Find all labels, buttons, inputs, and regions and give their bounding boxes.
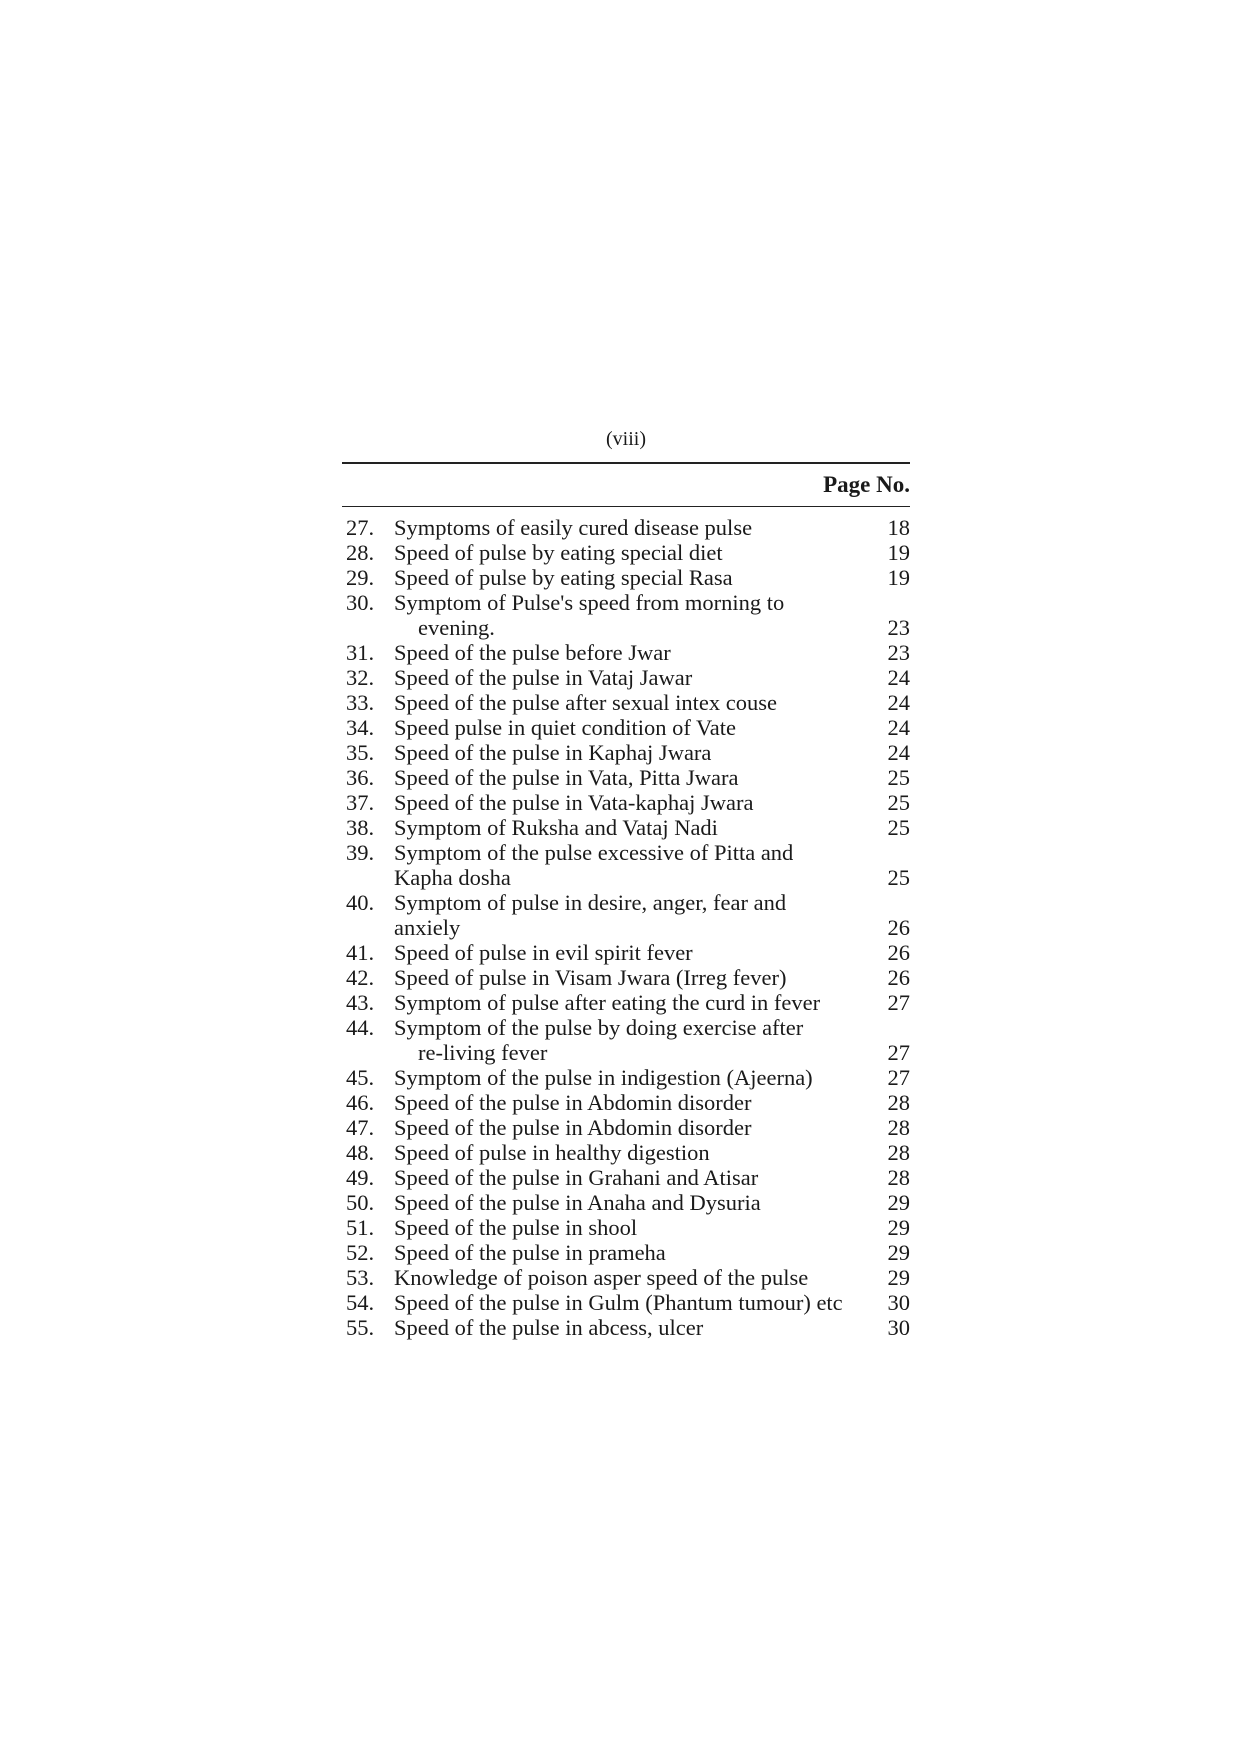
entry-page-number: 29 <box>887 1240 910 1265</box>
entry-number: 38. <box>346 815 375 840</box>
entry-title: Symptom of the pulse in indigestion (Ajeerna) <box>394 1065 813 1090</box>
entry-title: Speed of the pulse in Vata-kaphaj Jwara <box>394 790 754 815</box>
contents-entry <box>342 565 910 590</box>
entry-body <box>394 540 910 565</box>
entry-page-number: 29 <box>887 1190 910 1215</box>
entry-title: Knowledge of poison asper speed of the pulse <box>394 1265 809 1290</box>
entry-title: Speed of pulse in Visam Jwara (Irreg fever) <box>394 965 787 990</box>
entry-title: re-living fever <box>418 1040 548 1065</box>
entry-number: 45. <box>346 1065 375 1090</box>
entry-page-number: 28 <box>887 1165 910 1190</box>
entry-title: Symptom of Pulse's speed from morning to <box>394 590 785 615</box>
entry-line <box>394 690 910 715</box>
entry-line <box>394 1265 910 1290</box>
entry-line <box>394 790 910 815</box>
entry-page-number: 25 <box>887 765 910 790</box>
entry-page-number: 18 <box>887 515 910 540</box>
entry-number: 47. <box>346 1115 375 1140</box>
entry-page-number: 23 <box>887 615 910 640</box>
entry-number: 52. <box>346 1240 375 1265</box>
contents-entry <box>342 515 910 540</box>
entry-body <box>394 590 910 640</box>
entry-page-number: 28 <box>887 1090 910 1115</box>
entry-title: Symptoms of easily cured disease pulse <box>394 515 753 540</box>
entry-title: Symptom of pulse in desire, anger, fear and <box>394 890 787 915</box>
page-marker: (viii) <box>606 428 646 450</box>
entry-line <box>394 1190 910 1215</box>
entry-title: Speed of the pulse in Gulm (Phantum tumour) etc <box>394 1290 843 1315</box>
entry-line <box>394 865 910 890</box>
entry-title: Speed of pulse by eating special diet <box>394 540 723 565</box>
entry-number: 42. <box>346 965 375 990</box>
contents-entry <box>342 840 910 890</box>
contents-entry <box>342 1240 910 1265</box>
entry-body <box>394 990 910 1015</box>
entry-line <box>394 515 910 540</box>
entry-line <box>394 1090 910 1115</box>
entry-number: 31. <box>346 640 375 665</box>
entry-line <box>394 1240 910 1265</box>
entry-body <box>394 1215 910 1240</box>
entry-page-number: 27 <box>887 1065 910 1090</box>
entry-body <box>394 640 910 665</box>
entry-number: 35. <box>346 740 375 765</box>
entry-page-number: 24 <box>887 715 910 740</box>
entry-number: 41. <box>346 940 375 965</box>
contents-entry <box>342 715 910 740</box>
entry-page-number: 30 <box>887 1315 910 1340</box>
entry-number: 44. <box>346 1015 375 1040</box>
entry-page-number: 28 <box>887 1140 910 1165</box>
entry-number: 33. <box>346 690 375 715</box>
entry-body <box>394 565 910 590</box>
entry-body <box>394 1115 910 1140</box>
entry-number: 28. <box>346 540 375 565</box>
contents-entry <box>342 1065 910 1090</box>
entry-title: Speed pulse in quiet condition of Vate <box>394 715 737 740</box>
entry-line <box>394 1040 910 1065</box>
entry-title: Symptom of Ruksha and Vataj Nadi <box>394 815 718 840</box>
entry-page-number: 27 <box>887 990 910 1015</box>
page-no-header: Page No. <box>823 472 910 497</box>
entry-page-number: 26 <box>887 915 910 940</box>
entry-page-number: 19 <box>887 540 910 565</box>
entry-title: evening. <box>418 615 495 640</box>
entry-number: 53. <box>346 1265 375 1290</box>
entry-number: 49. <box>346 1165 375 1190</box>
entry-line <box>394 1165 910 1190</box>
entry-body <box>394 815 910 840</box>
entry-line <box>394 1065 910 1090</box>
entry-title: Speed of the pulse before Jwar <box>394 640 671 665</box>
entry-number: 39. <box>346 840 375 865</box>
contents-entry <box>342 1265 910 1290</box>
entry-number: 36. <box>346 765 375 790</box>
entry-line <box>394 540 910 565</box>
entry-page-number: 24 <box>887 690 910 715</box>
contents-entry <box>342 1315 910 1340</box>
entry-page-number: 27 <box>887 1040 910 1065</box>
contents-entry <box>342 690 910 715</box>
entry-title: Speed of the pulse in abcess, ulcer <box>394 1315 704 1340</box>
entry-title: Symptom of the pulse excessive of Pitta and <box>394 840 794 865</box>
entry-body <box>394 965 910 990</box>
entry-body <box>394 890 910 940</box>
entry-page-number: 24 <box>887 665 910 690</box>
entry-body <box>394 790 910 815</box>
contents-entry <box>342 665 910 690</box>
entry-title: Symptom of the pulse by doing exercise after <box>394 1015 804 1040</box>
entry-number: 34. <box>346 715 375 740</box>
entry-body <box>394 765 910 790</box>
entry-page-number: 26 <box>887 965 910 990</box>
entry-line <box>394 1140 910 1165</box>
entry-line <box>394 915 910 940</box>
entry-title: Kapha dosha <box>394 865 511 890</box>
entry-line <box>394 1115 910 1140</box>
entry-number: 51. <box>346 1215 375 1240</box>
entry-line <box>394 840 910 865</box>
entry-title: Speed of pulse in evil spirit fever <box>394 940 693 965</box>
entry-body <box>394 665 910 690</box>
entry-title: Speed of the pulse in Vata, Pitta Jwara <box>394 765 739 790</box>
entry-page-number: 26 <box>887 940 910 965</box>
entry-title: Symptom of pulse after eating the curd in fever <box>394 990 821 1015</box>
entry-number: 40. <box>346 890 375 915</box>
entry-title: Speed of the pulse after sexual intex couse <box>394 690 777 715</box>
contents-entry <box>342 940 910 965</box>
entry-number: 37. <box>346 790 375 815</box>
entry-line <box>394 1215 910 1240</box>
entry-body <box>394 740 910 765</box>
header-rule <box>342 506 910 507</box>
entry-body <box>394 690 910 715</box>
entry-number: 27. <box>346 515 375 540</box>
entry-line <box>394 1315 910 1340</box>
entry-body <box>394 940 910 965</box>
contents-entry <box>342 1165 910 1190</box>
entry-page-number: 30 <box>887 1290 910 1315</box>
entry-line <box>394 640 910 665</box>
entry-page-number: 29 <box>887 1215 910 1240</box>
contents-entry <box>342 1290 910 1315</box>
entry-line <box>394 740 910 765</box>
contents-entry <box>342 1090 910 1115</box>
entry-page-number: 25 <box>887 865 910 890</box>
entry-title: anxiely <box>394 915 461 940</box>
contents-list <box>342 515 910 1340</box>
entry-body <box>394 1265 910 1290</box>
entry-number: 46. <box>346 1090 375 1115</box>
entry-line <box>394 565 910 590</box>
entry-title: Speed of the pulse in Vataj Jawar <box>394 665 693 690</box>
entry-number: 29. <box>346 565 375 590</box>
contents-entry <box>342 1140 910 1165</box>
contents-entry <box>342 815 910 840</box>
contents-entry <box>342 890 910 940</box>
entry-page-number: 23 <box>887 640 910 665</box>
entry-body <box>394 1065 910 1090</box>
entry-body <box>394 1240 910 1265</box>
entry-number: 48. <box>346 1140 375 1165</box>
entry-line <box>394 615 910 640</box>
contents-entry <box>342 1190 910 1215</box>
contents-entry <box>342 540 910 565</box>
entry-line <box>394 590 910 615</box>
contents-entry <box>342 640 910 665</box>
contents-page <box>342 424 910 1340</box>
entry-title: Speed of the pulse in prameha <box>394 1240 666 1265</box>
entry-body <box>394 1190 910 1215</box>
entry-number: 30. <box>346 590 375 615</box>
entry-line <box>394 765 910 790</box>
contents-entry <box>342 990 910 1015</box>
entry-title: Speed of pulse in healthy digestion <box>394 1140 710 1165</box>
contents-entry <box>342 1115 910 1140</box>
entry-line <box>394 665 910 690</box>
contents-entry <box>342 1015 910 1065</box>
entry-page-number: 24 <box>887 740 910 765</box>
entry-line <box>394 990 910 1015</box>
entry-page-number: 28 <box>887 1115 910 1140</box>
entry-body <box>394 1315 910 1340</box>
entry-number: 55. <box>346 1315 375 1340</box>
entry-page-number: 25 <box>887 790 910 815</box>
entry-page-number: 25 <box>887 815 910 840</box>
entry-line <box>394 715 910 740</box>
contents-entry <box>342 590 910 640</box>
entry-title: Speed of the pulse in Grahani and Atisar <box>394 1165 759 1190</box>
entry-body <box>394 715 910 740</box>
entry-line <box>394 815 910 840</box>
entry-body <box>394 840 910 890</box>
entry-line <box>394 1290 910 1315</box>
entry-title: Speed of the pulse in Kaphaj Jwara <box>394 740 712 765</box>
contents-entry <box>342 965 910 990</box>
contents-entry <box>342 765 910 790</box>
entry-number: 50. <box>346 1190 375 1215</box>
entry-title: Speed of the pulse in Abdomin disorder <box>394 1115 752 1140</box>
entry-title: Speed of pulse by eating special Rasa <box>394 565 733 590</box>
contents-entry <box>342 790 910 815</box>
entry-line <box>394 890 910 915</box>
entry-title: Speed of the pulse in Abdomin disorder <box>394 1090 752 1115</box>
entry-line <box>394 940 910 965</box>
entry-body <box>394 515 910 540</box>
entry-line <box>394 965 910 990</box>
entry-page-number: 29 <box>887 1265 910 1290</box>
entry-body <box>394 1165 910 1190</box>
entry-body <box>394 1090 910 1115</box>
entry-number: 43. <box>346 990 375 1015</box>
entry-number: 54. <box>346 1290 375 1315</box>
contents-entry <box>342 740 910 765</box>
entry-page-number: 19 <box>887 565 910 590</box>
entry-title: Speed of the pulse in shool <box>394 1215 638 1240</box>
entry-body <box>394 1140 910 1165</box>
entry-body <box>394 1015 910 1065</box>
entry-line <box>394 1015 910 1040</box>
contents-entry <box>342 1215 910 1240</box>
entry-title: Speed of the pulse in Anaha and Dysuria <box>394 1190 761 1215</box>
entry-body <box>394 1290 910 1315</box>
entry-number: 32. <box>346 665 375 690</box>
